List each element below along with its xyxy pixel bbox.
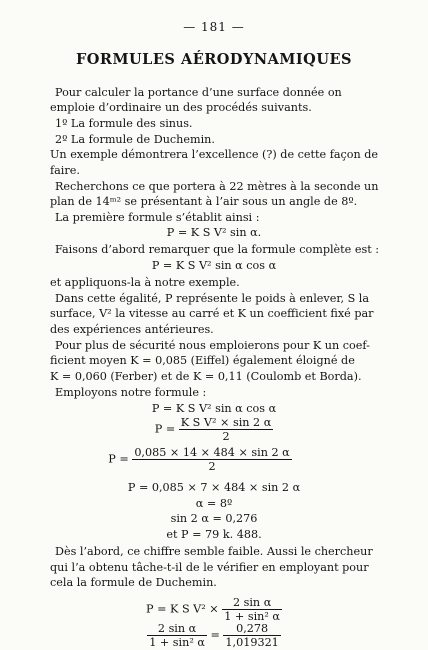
equation-fraction bbox=[0, 446, 414, 473]
text-line: Pour plus de sécurité nous emploierons pour K un coef- bbox=[55, 339, 370, 352]
fraction bbox=[132, 446, 291, 473]
text-line: La première formule s’établit ainsi : bbox=[55, 211, 260, 224]
text-line: Employons notre formule : bbox=[55, 386, 207, 399]
text-line: 1º La formule des sinus. bbox=[55, 117, 193, 130]
equation: et P = 79 k. 488. bbox=[166, 528, 262, 541]
equation: P = K S V² sin α cos α bbox=[151, 259, 277, 272]
fraction-denominator: 1 + sin² α bbox=[149, 636, 205, 649]
fraction-numerator: K S V² × sin 2 α bbox=[180, 416, 272, 429]
text-line: ficient moyen K = 0,085 (Eiffel) également éloigné de bbox=[50, 354, 355, 367]
text-line: Un exemple démontrera l’excellence (?) de cette façon de bbox=[50, 148, 379, 161]
text-line: K = 0,060 (Ferber) et de K = 0,11 (Coulomb et Borda). bbox=[50, 370, 362, 383]
fraction-numerator: 0,278 bbox=[223, 622, 280, 636]
text-line: qui l’a obtenu tâche-t-il de le vérifier en employant pour bbox=[50, 561, 369, 574]
equation-lhs: P = K S V² × bbox=[146, 602, 219, 616]
fraction bbox=[223, 622, 280, 649]
equation: α = 8º bbox=[195, 497, 233, 510]
text-line: plan de 14ᵐ² se présentant à l’air sous un angle de 8º. bbox=[50, 195, 358, 208]
equation-fraction bbox=[0, 416, 428, 443]
text-line: Faisons d’abord remarquer que la formule complète est : bbox=[55, 243, 380, 256]
equation: P = 0,085 × 7 × 484 × sin 2 α bbox=[127, 481, 301, 494]
equation-lhs: P = bbox=[108, 452, 129, 466]
equation-lhs: P = bbox=[154, 422, 176, 436]
equation-fraction bbox=[0, 596, 428, 623]
fraction-denominator: 1 + sin² α bbox=[224, 610, 280, 623]
text-line: Pour calculer la portance d’une surface donnée on bbox=[55, 86, 342, 99]
fraction-numerator: 0,085 × 14 × 484 × sin 2 α bbox=[134, 446, 290, 459]
fraction-denominator: 2 bbox=[222, 430, 230, 443]
page-number: — 181 — bbox=[183, 20, 245, 34]
equals-sign: = bbox=[210, 628, 220, 642]
fraction-numerator: 2 sin α bbox=[222, 596, 282, 610]
text-line: emploie d’ordinaire un des procédés suivants. bbox=[50, 101, 312, 114]
fraction-denominator: 2 bbox=[208, 460, 216, 473]
text-line: et appliquons-la à notre exemple. bbox=[50, 276, 240, 289]
page-title: FORMULES AÉRODYNAMIQUES bbox=[76, 51, 352, 68]
fraction bbox=[147, 622, 207, 649]
fraction-numerator: 2 sin α bbox=[147, 622, 207, 636]
text-line: des expériences antérieures. bbox=[50, 323, 214, 336]
equation: sin 2 α = 0,276 bbox=[170, 512, 258, 525]
text-line: Recherchons ce que portera à 22 mètres à la seconde un bbox=[55, 180, 379, 193]
text-line: surface, V² la vitesse au carré et K un coefficient fixé par bbox=[50, 307, 374, 320]
text-line: faire. bbox=[50, 164, 80, 177]
text-line: Dans cette égalité, P représente le poids à enlever, S la bbox=[55, 292, 370, 305]
text-line: cela la formule de Duchemin. bbox=[50, 576, 217, 589]
equation: P = K S V² sin α cos α bbox=[151, 402, 277, 415]
equation: P = K S V² sin α. bbox=[166, 226, 262, 239]
text-line: Dès l’abord, ce chiffre semble faible. Aussi le chercheur bbox=[55, 545, 373, 558]
fraction bbox=[222, 596, 282, 623]
fraction bbox=[179, 416, 274, 443]
equation-fraction bbox=[0, 622, 428, 649]
fraction-denominator: 1,019321 bbox=[225, 636, 279, 649]
text-line: 2º La formule de Duchemin. bbox=[55, 133, 215, 146]
